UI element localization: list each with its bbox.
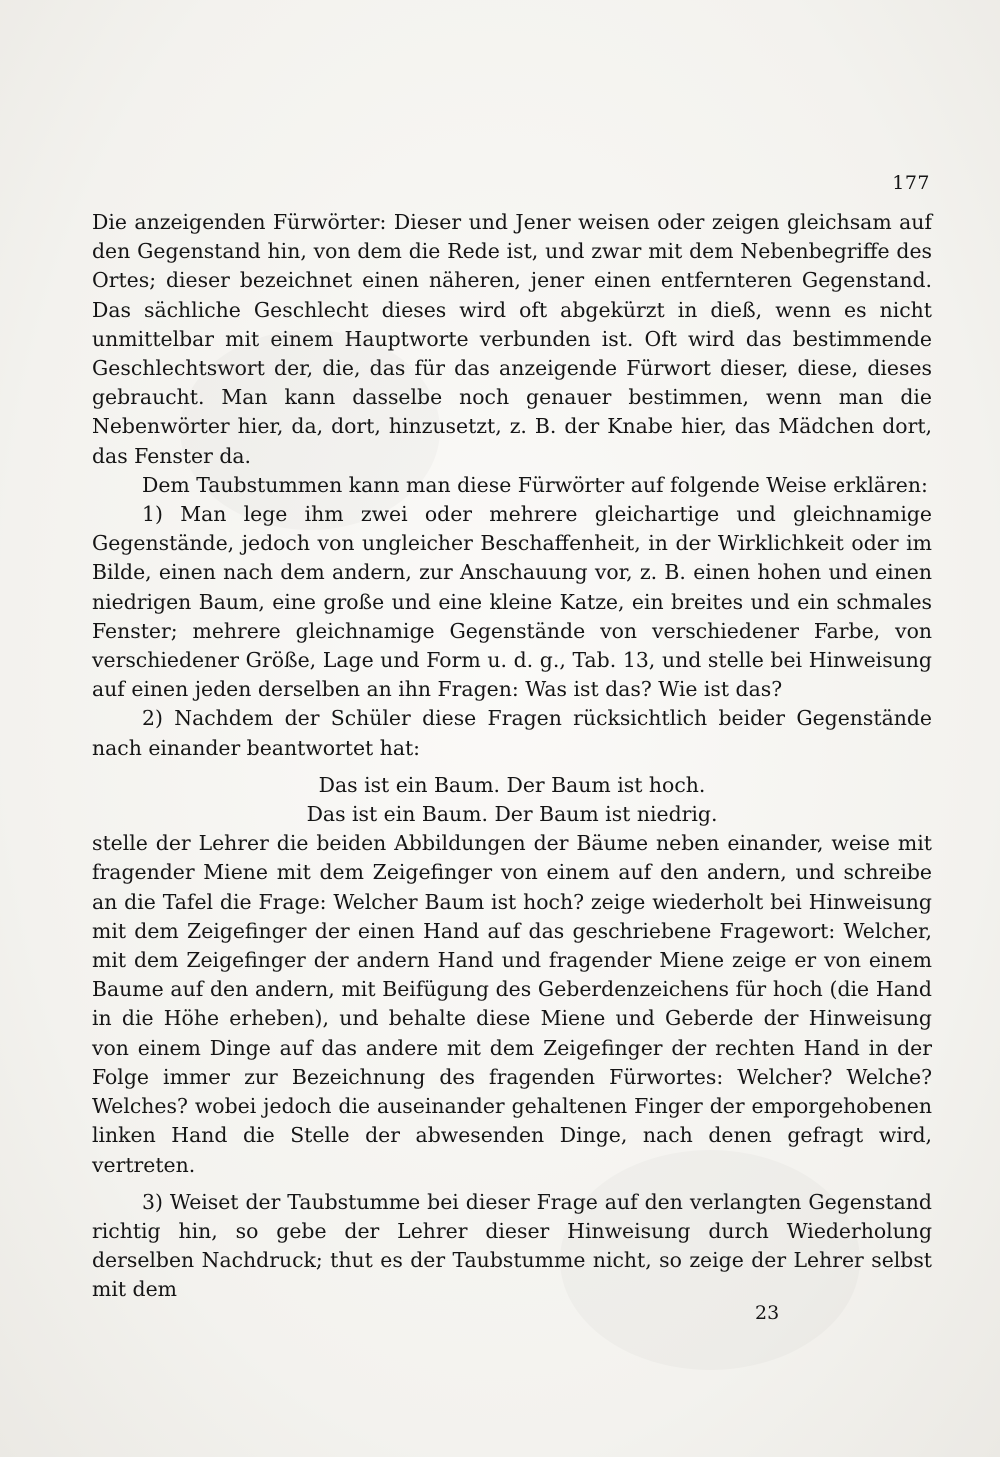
paragraph-demonstrative-pronouns: Die anzeigenden Fürwörter: Dieser und Jener weisen oder zeigen gleichsam auf den Gegenstand hin, von dem die Rede ist, und zwar mit dem Nebenbegriffe des Ortes; dieser bezeichnet einen näheren, jener einen entfernteren Gegenstand. Das sächliche Geschlecht dieses wird oft abgekürzt in dieß, wenn es nicht unmittelbar mit einem Hauptworte verbunden ist. Oft wird das bestimmende Geschlechtswort der, die, das für das anzeigende Fürwort dieser, diese, dieses gebraucht. Man kann dasselbe noch genauer bestimmen, wenn man die Nebenwörter hier, da, dort, hinzusetzt, z. B. der Knabe hier, das Mädchen dort, das Fenster da. xyxy=(92,210,932,468)
paragraph-explanation-intro: Dem Taubstummen kann man diese Fürwörter auf folgende Weise erklären: xyxy=(142,472,928,497)
paragraph-step-2: 2) Nachdem der Schüler diese Fragen rücksichtlich beider Gegenstände nach einander beantwortet hat: xyxy=(92,706,932,760)
page-body xyxy=(92,208,932,1305)
example-sentence-high: Das ist ein Baum. Der Baum ist hoch. xyxy=(318,772,706,797)
paragraph-step-3: 3) Weiset der Taubstumme bei dieser Frage auf den verlangten Gegenstand richtig hin, so gebe der Lehrer dieser Hinweisung durch Wiederholung derselben Nachdruck; thut es der Taubstumme nicht, so zeige der Lehrer selbst mit dem xyxy=(92,1189,932,1302)
signature-mark: 23 xyxy=(755,1302,780,1324)
page-number: 177 xyxy=(892,172,930,194)
example-sentence-low: Das ist ein Baum. Der Baum ist niedrig. xyxy=(306,802,718,827)
paragraph-step-1: 1) Man lege ihm zwei oder mehrere gleichartige und gleichnamige Gegenstände, jedoch von ungleicher Beschaffenheit, in der Wirklichkeit oder im Bilde, einen nach dem andern, zur Anschauung vor, z. B. einen hohen und einen niedrigen Baum, eine große und eine kleine Katze, ein breites und ein schmales Fenster; mehrere gleichnamige Gegenstände von verschiedener Farbe, von verschiedener Größe, Lage und Form u. d. g., Tab. 13, und stelle bei Hinweisung auf einen jeden derselben an ihn Fragen: Was ist das? Wie ist das? xyxy=(92,502,932,702)
paragraph-teacher-instruction: stelle der Lehrer die beiden Abbildungen der Bäume neben einander, weise mit fragender Miene mit dem Zeigefinger von einem auf den andern, und schreibe an die Tafel die Frage: Welcher Baum ist hoch? zeige wiederholt bei Hinweisung mit dem Zeigefinger der einen Hand auf das geschriebene Fragewort: Welcher, mit dem Zeigefinger der andern Hand und fragender Miene zeige er von einem Baume auf den andern, mit Beifügung des Geberdenzeichens für hoch (die Hand in die Höhe erheben), und behalte diese Miene und Geberde der Hinweisung von einem Dinge auf das andere mit dem Zeigefinger der rechten Hand in der Folge immer zur Bezeichnung des fragenden Fürwortes: Welcher? Welche? Welches? wobei jedoch die auseinander gehaltenen Finger der emporgehobenen linken Hand die Stelle der abwesenden Dinge, nach denen gefragt wird, vertreten. xyxy=(92,831,932,1177)
